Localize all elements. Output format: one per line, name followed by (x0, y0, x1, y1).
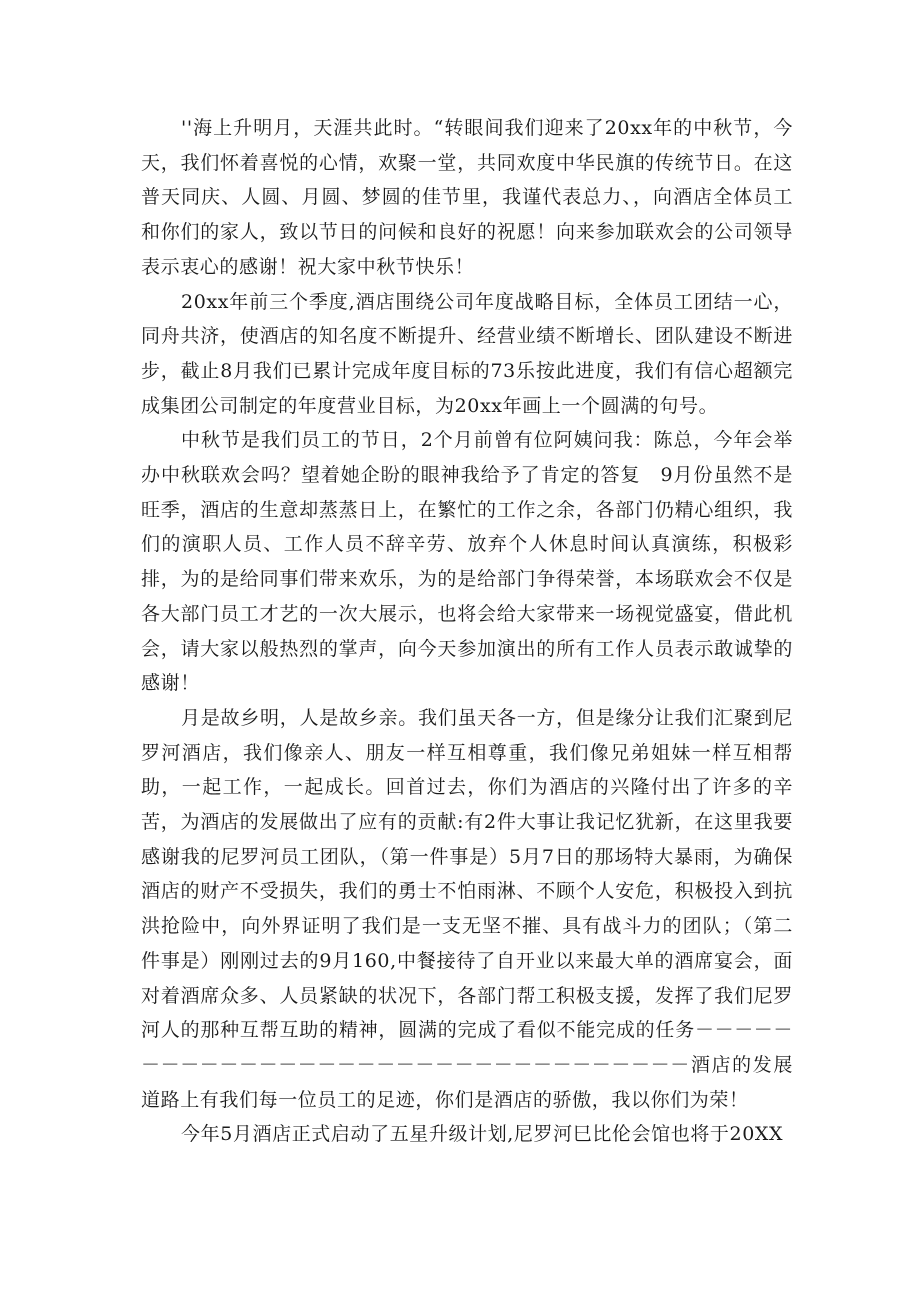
paragraph-gala-preparation: 中秋节是我们员工的节日，2个月前曾有位阿姨问我：陈总，今年会举办中秋联欢会吗？望着她企盼的眼神我给予了肯定的答复 9月份虽然不是旺季，酒店的生意却蒸蒸日上，在繁忙的工作之余，各部门仍精心组织，我们的演职人员、工作人员不辞辛劳、放弃个人休息时间认真演练，积极彩排，为的是给同事们带来欢乐，为的是给部门争得荣誉，本场联欢会不仅是各大部门员工才艺的一次大展示，也将会给大家带来一场视觉盛宴，借此机会，请大家以般热烈的掌声，向今天参加演出的所有工作人员表示敢诚挚的感谢！ (141, 429, 793, 695)
document-body (141, 111, 793, 1152)
paragraph-five-star-plan: 今年5月酒店正式启动了五星升级计划,尼罗河巳比伦会馆也将于20XX (181, 1123, 784, 1146)
paragraph-annual-performance: 20xx年前三个季度,酒店围绕公司年度战略目标，全体员工团结一心，同舟共济，使酒店的知名度不断提升、经营业绩不断增长、团队建设不断进步，截止8月我们已累计完成年度目标的73乐按此进度，我们有信心超额完成集团公司制定的年度营业目标，为20xx年画上一个圆满的句号。 (141, 290, 793, 417)
paragraph-mid-autumn-greeting: ''海上升明月，天涯共此时。“转眼间我们迎来了20xx年的中秋节，今天，我们怀着喜悦的心情，欢聚一堂，共同欢度中华民旗的传统节日。在这普天同庆、人圆、月圆、梦圆的佳节里，我谨代表总力、，向酒店全体员工和你们的家人，致以节日的问候和良好的祝愿！向来参加联欢会的公司领导表示衷心的感谢！祝大家中秋节快乐！ (141, 117, 793, 278)
paragraph-team-gratitude: 月是故乡明，人是故乡亲。我们虽天各一方，但是缘分让我们汇聚到尼罗河酒店，我们像亲人、朋友一样互相尊重，我们像兄弟姐妹一样互相帮助，一起工作，一起成长。回首过去，你们为酒店的兴隆付出了许多的辛苦，为酒店的发展做出了应有的贡献:有2件大事让我记忆犹新，在这里我要感谢我的尼罗河员工团队，（第一件事是）5月7日的那场特大暴雨，为确保酒店的财产不受损失，我们的勇士不怕雨淋、不顾个人安危，积极投入到抗洪抢险中，向外界证明了我们是一支无坚不摧、具有战斗力的团队；（第二件事是）刚刚过去的9月160,中餐接待了自开业以来最大单的酒席宴会，面对着酒席众多、人员紧缺的状况下，各部门帮工积极支援，发挥了我们尼罗河人的那种互帮互助的精神，圆满的完成了看似不能完成的任务－－－－－－－－－－－－－－－－－－－－－－－－－－－－－－－－－酒店的发展道路上有我们每一位员工的足迹，你们是酒店的骄傲，我以你们为荣！ (141, 706, 793, 1111)
